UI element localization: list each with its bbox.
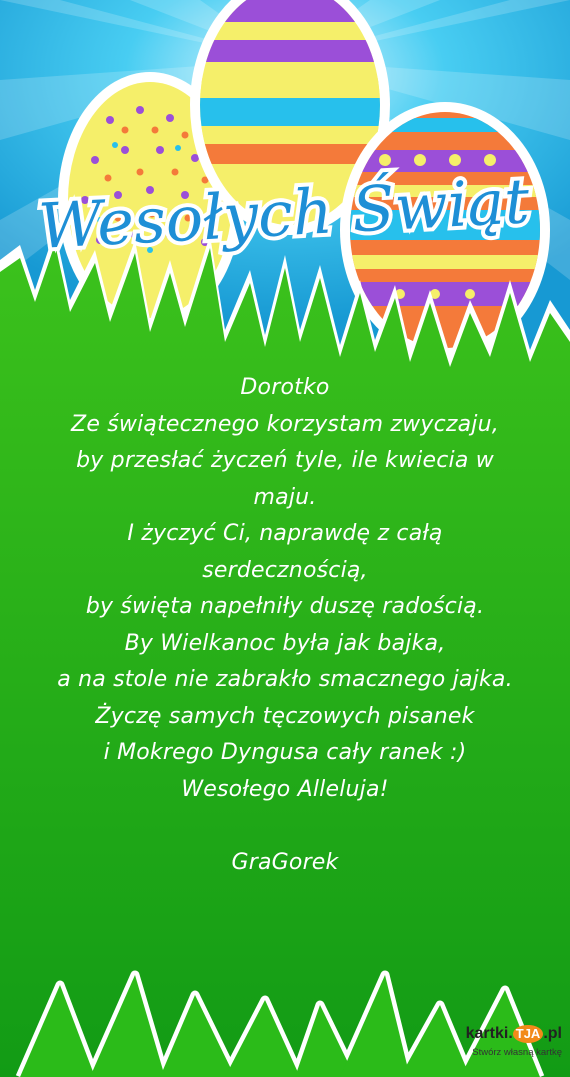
headline-text: Wesołych Świąt: [36, 164, 532, 263]
logo-tagline: Stwórz własną kartkę: [472, 1047, 562, 1058]
logo-brand: [450, 1025, 562, 1043]
kartki-logo[interactable]: [450, 1021, 562, 1069]
headline-art: [0, 0, 570, 320]
greeting-line: Dorotko: [240, 375, 330, 400]
greeting-line: Życzę samych tęczowych pisanek: [95, 703, 475, 729]
greeting-line: serdecznością,: [202, 557, 368, 583]
logo-badge: TJA: [513, 1025, 544, 1043]
greeting-text: [0, 370, 570, 881]
greeting-line: by święta napełniły duszę radością.: [85, 594, 485, 619]
greeting-line: Wesołego Alleluja!: [181, 776, 389, 802]
greeting-line: I życzyć Ci, naprawdę z całą: [127, 521, 443, 546]
greeting-line: By Wielkanoc była jak bajka,: [124, 630, 446, 656]
blank-line: [0, 808, 570, 845]
greeting-line: Ze świątecznego korzystam zwyczaju,: [71, 411, 499, 437]
greeting-line: i Mokrego Dyngusa cały ranek :): [103, 740, 467, 765]
logo-brand-prefix: kartki.: [465, 1025, 513, 1042]
greeting-line: maju.: [253, 484, 317, 510]
logo-brand-suffix: .pl: [543, 1025, 562, 1042]
greeting-line: a na stole nie zabrakło smacznego jajka.: [57, 667, 513, 692]
greeting-line: by przesłać życzeń tyle, ile kwiecia w: [76, 448, 494, 473]
greeting-line: GraGorek: [231, 849, 339, 875]
